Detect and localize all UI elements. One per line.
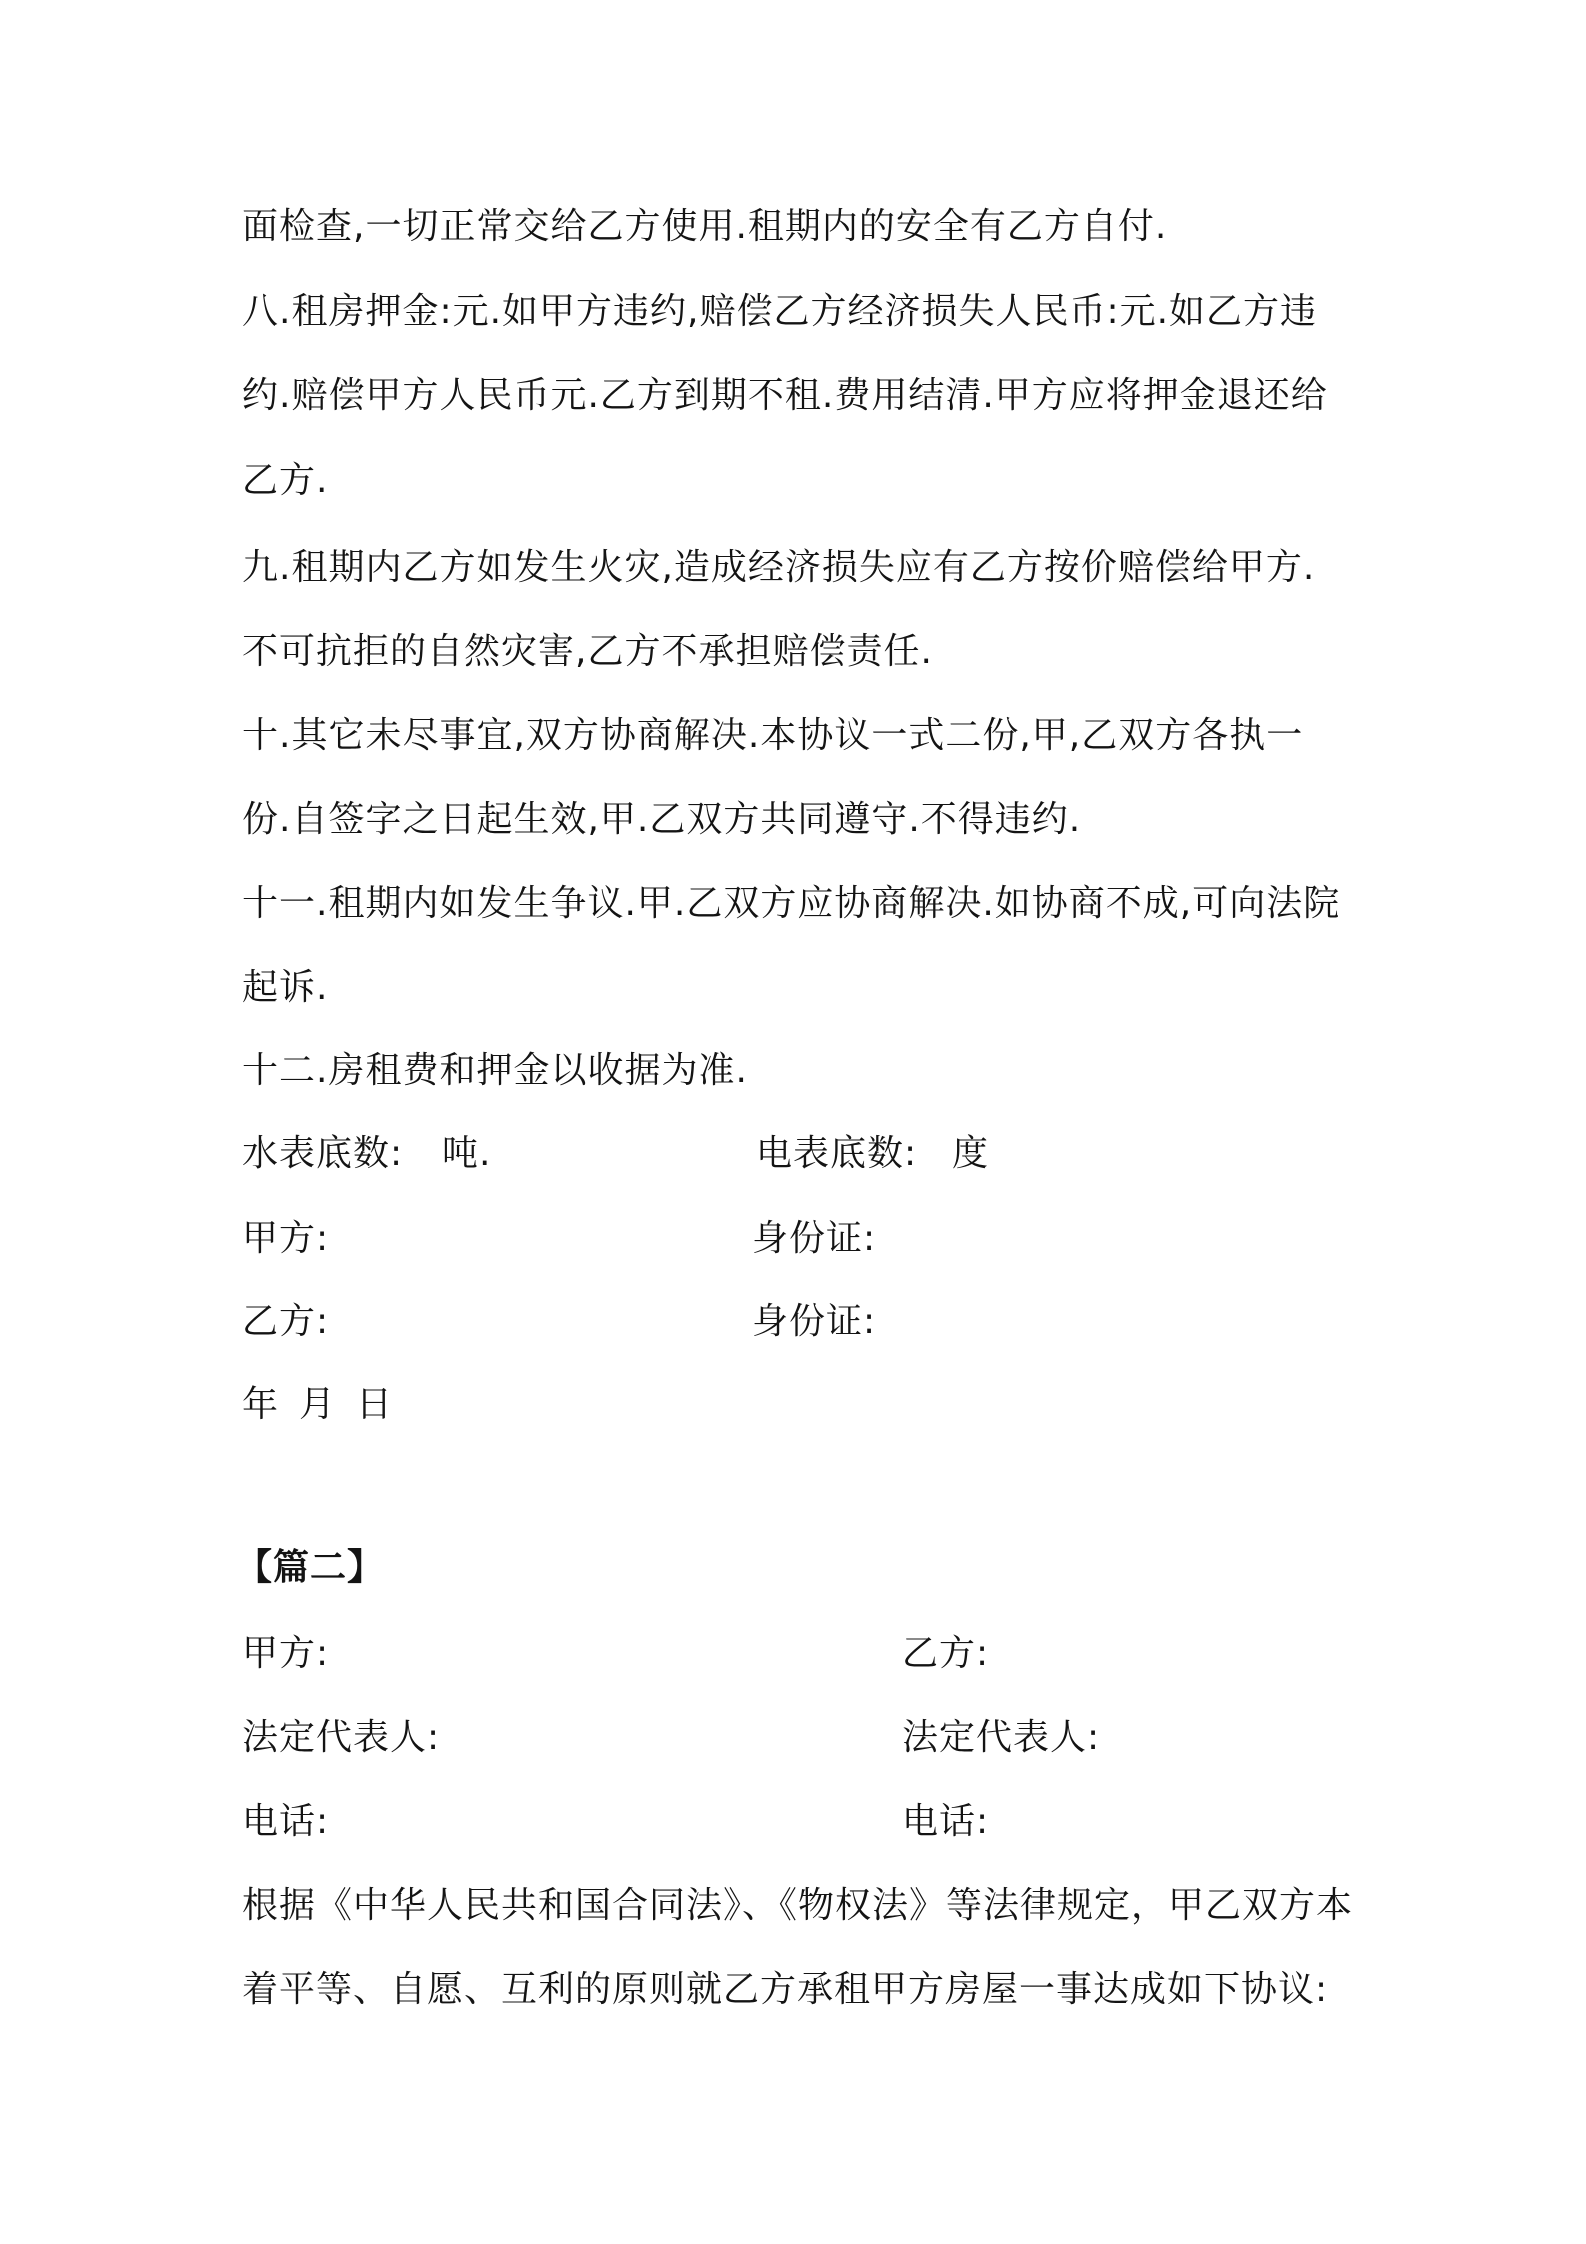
section-heading: 【篇二】 bbox=[236, 1547, 385, 1588]
party-b-representative-label: 法定代表人: bbox=[902, 1717, 1101, 1758]
water-meter-unit: 吨. bbox=[442, 1133, 492, 1174]
preamble-line: 根据《中华人民共和国合同法》、《物权法》等法律规定，甲乙双方本 bbox=[242, 1885, 1354, 1926]
date-month: 月 bbox=[299, 1384, 337, 1425]
date-year: 年 bbox=[242, 1384, 280, 1425]
clause-text-line: 面检查,一切正常交给乙方使用.租期内的安全有乙方自付. bbox=[242, 206, 1168, 247]
clause-9-line: 九.租期内乙方如发生火灾,造成经济损失应有乙方按价赔偿给甲方. bbox=[242, 547, 1316, 588]
electric-meter-label: 电表底数: bbox=[756, 1133, 918, 1174]
clause-8-line: 乙方. bbox=[242, 460, 329, 501]
clause-8-line: 八.租房押金:元.如甲方违约,赔偿乙方经济损失人民币:元.如乙方违 bbox=[242, 291, 1318, 332]
clause-9-line: 不可抗拒的自然灾害,乙方不承担赔偿责任. bbox=[242, 631, 933, 672]
party-b-signature-label: 乙方: bbox=[242, 1301, 330, 1342]
clause-10-line: 份.自签字之日起生效,甲.乙双方共同遵守.不得违约. bbox=[242, 799, 1082, 840]
party-b-label: 乙方: bbox=[902, 1633, 990, 1674]
party-b-id-label: 身份证: bbox=[752, 1301, 877, 1342]
water-meter-label: 水表底数: bbox=[242, 1133, 404, 1174]
date-day: 日 bbox=[356, 1384, 394, 1425]
preamble-line: 着平等、自愿、互利的原则就乙方承租甲方房屋一事达成如下协议: bbox=[242, 1969, 1329, 2010]
party-b-phone-label: 电话: bbox=[902, 1801, 990, 1842]
party-a-id-label: 身份证: bbox=[752, 1218, 877, 1259]
party-a-representative-label: 法定代表人: bbox=[242, 1717, 441, 1758]
party-a-label: 甲方: bbox=[242, 1633, 330, 1674]
party-a-phone-label: 电话: bbox=[242, 1801, 330, 1842]
party-a-signature-label: 甲方: bbox=[242, 1218, 330, 1259]
clause-12-line: 十二.房租费和押金以收据为准. bbox=[242, 1050, 748, 1091]
clause-11-line: 起诉. bbox=[242, 967, 329, 1008]
electric-meter-unit: 度 bbox=[952, 1133, 990, 1174]
clause-10-line: 十.其它未尽事宜,双方协商解决.本协议一式二份,甲,乙双方各执一 bbox=[242, 715, 1304, 756]
clause-8-line: 约.赔偿甲方人民币元.乙方到期不租.费用结清.甲方应将押金退还给 bbox=[242, 375, 1328, 416]
clause-11-line: 十一.租期内如发生争议.甲.乙双方应协商解决.如协商不成,可向法院 bbox=[242, 883, 1341, 924]
